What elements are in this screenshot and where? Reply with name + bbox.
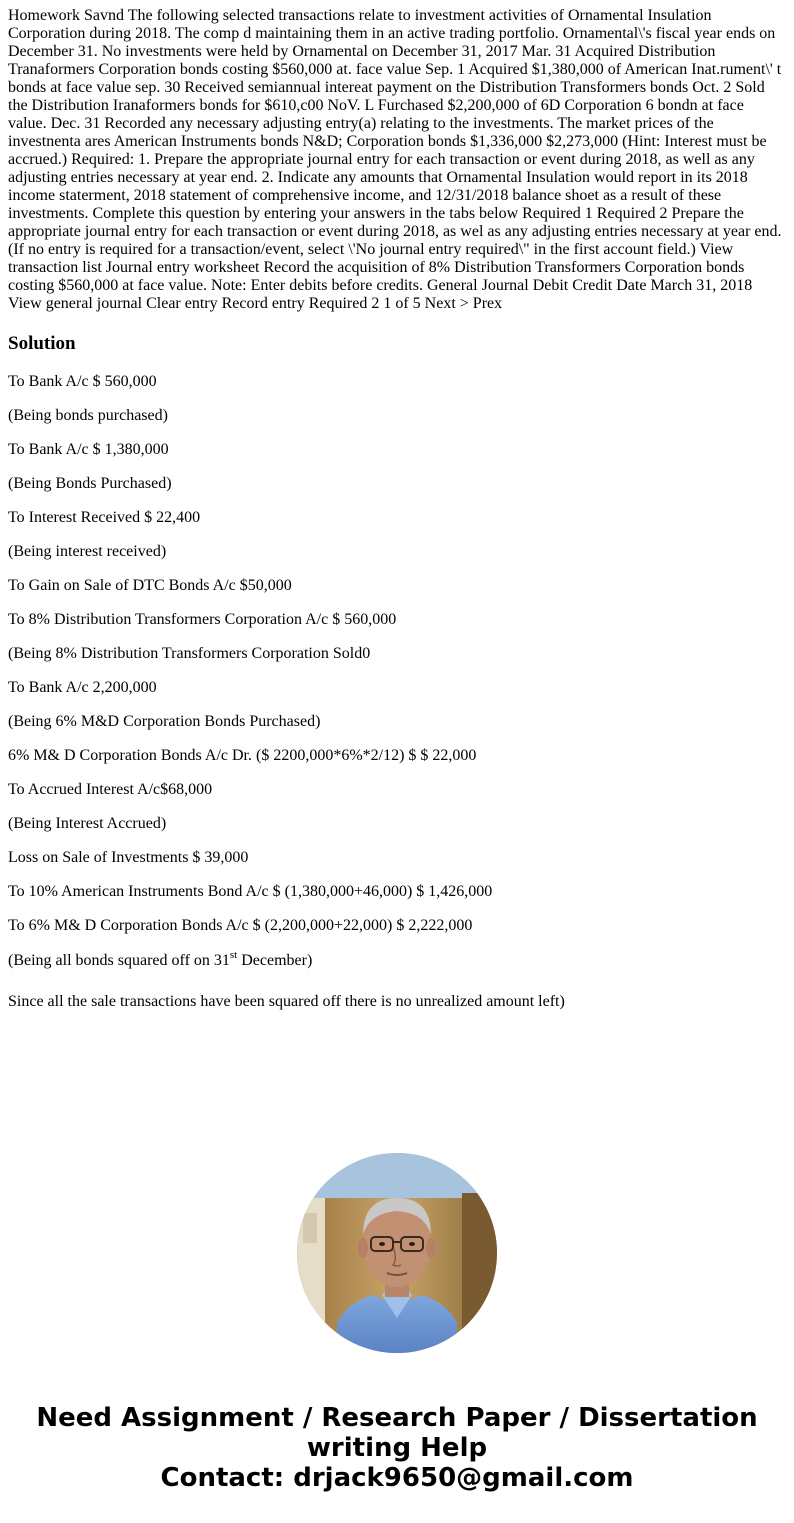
footer-banner (0, 1403, 794, 1493)
footer-line-2: writing Help (306, 1433, 488, 1463)
solution-line: (Being interest received) (8, 543, 167, 560)
solution-line: To Bank A/c $ 1,380,000 (8, 441, 169, 458)
footer-line-1: Need Assignment / Research Paper / Dissertation (36, 1403, 758, 1433)
solution-line: To Bank A/c 2,200,000 (8, 679, 157, 696)
solution-line: (Being Interest Accrued) (8, 815, 167, 832)
solution-heading: Solution (8, 333, 76, 354)
solution-line: To Interest Received $ 22,400 (8, 509, 201, 526)
solution-line: Loss on Sale of Investments $ 39,000 (8, 849, 249, 866)
solution-line: To Bank A/c $ 560,000 (8, 373, 157, 390)
squared-off-text: (Being all bonds squared off on 31 (8, 952, 230, 969)
solution-line: To 10% American Instruments Bond A/c $ (1,380,000+46,000) $ 1,426,000 (8, 883, 493, 900)
ordinal-suffix: st (229, 948, 238, 961)
tutor-photo-illustration (297, 1153, 497, 1353)
solution-line: To Accrued Interest A/c$68,000 (8, 781, 213, 798)
squared-off-month: December) (237, 952, 313, 969)
solution-line: (Being Bonds Purchased) (8, 475, 172, 492)
question-text: Homework Savnd The following selected transactions relate to investment activities of Ornamental Insulation Corporation during 2018. The comp d maintaining them in an active trading portfolio. Ornamental\'s fiscal year ends on December 31. No investments were held by Ornamental on December 31, 2017 Mar. 31 Acquired Distribution Tranaformers Corporation bonds costing $560,000 at. face value Sep. 1 Acquired $1,380,000 of American Inat.rument\' t bonds at face value sep. 30 Received semiannual intereat payment on the Distribution Transformers bonds Oct. 2 Sold the Distribution Iranaformers bonds for $610,c00 NoV. L Furchased $2,200,000 of 6D Corporation 6 bondn at face value. Dec. 31 Recorded any necessary adjusting entry(a) relating to the investments. The market prices of the investnenta ares American Instruments bonds N&D; Corporation bonds $1,336,000 $2,273,000 (Hint: Interest must be accrued.) Required: 1. Prepare the appropriate journal entry for each transaction or event during 2018, as well as any adjusting entries necessary at year end. 2. Indicate any amounts that Ornamental Insulation would report in its 2018 income staterment, 2018 statement of comprehensive income, and 12/31/2018 balance shoet as a result of these investments. Complete this question by entering your answers in the tabs below Required 1 Required 2 Prepare the appropriate journal entry for each transaction or event during 2018, as wel as any adjusting entries necessary at year end. (If no entry is required for a transaction/event, select \'No journal entry required\" in the first account field.) View transaction list Journal entry worksheet Record the acquisition of 8% Distribution Transformers Corporation bonds costing $560,000 at face value. Note: Enter debits before credits. General Journal Debit Credit Date March 31, 2018 View general journal Clear entry Record entry Required 2 1 of 5 Next > Prex (8, 7, 782, 312)
closing-note: Since all the sale transactions have been squared off there is no unrealized amount left) (8, 993, 565, 1010)
solution-line: To Gain on Sale of DTC Bonds A/c $50,000 (8, 577, 292, 594)
tutor-photo (297, 1153, 497, 1353)
solution-line: To 8% Distribution Transformers Corporation A/c $ 560,000 (8, 611, 397, 628)
squared-off-line (8, 948, 786, 993)
solution-line: (Being 8% Distribution Transformers Corporation Sold0 (8, 645, 371, 662)
solution-line: (Being bonds purchased) (8, 407, 168, 424)
solution-line: 6% M& D Corporation Bonds A/c Dr. ($ 2200,000*6%*2/12) $ $ 22,000 (8, 747, 477, 764)
solution-body (8, 373, 786, 1027)
solution-line: (Being 6% M&D Corporation Bonds Purchased) (8, 713, 321, 730)
footer-contact: Contact: drjack9650@gmail.com (160, 1463, 634, 1493)
solution-line: To 6% M& D Corporation Bonds A/c $ (2,200,000+22,000) $ 2,222,000 (8, 917, 473, 934)
